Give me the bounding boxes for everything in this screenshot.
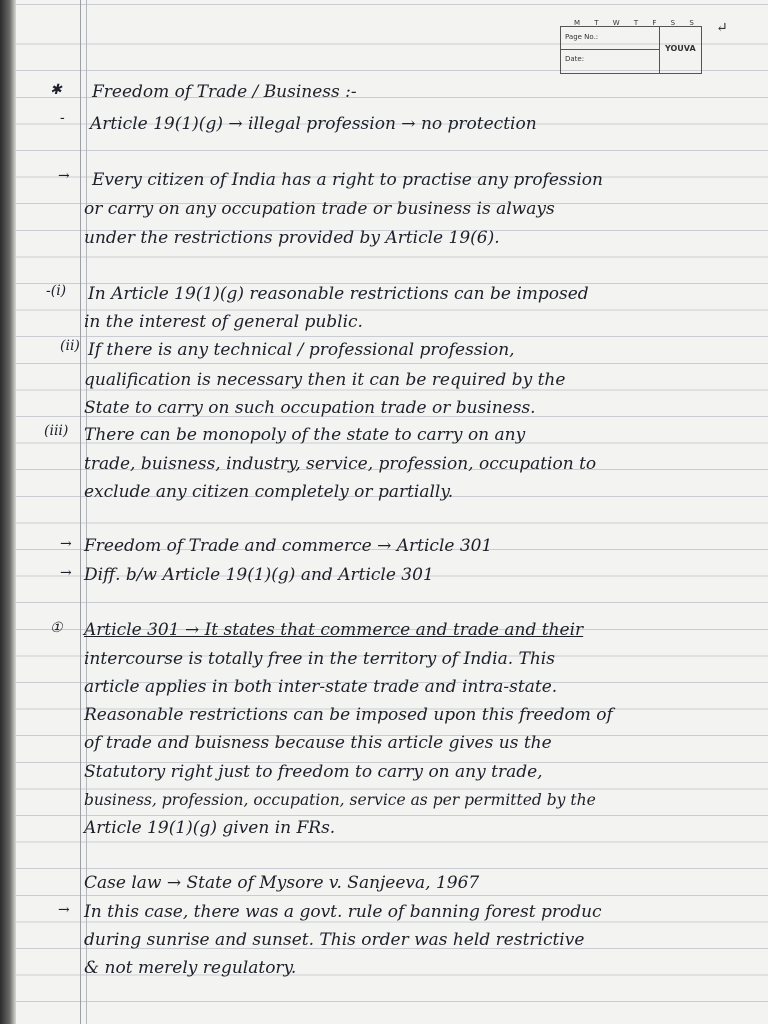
heading-freedom-of-trade: Freedom of Trade / Business :- (92, 82, 357, 102)
note-line: during sunrise and sunset. This order was held restrictive (84, 930, 585, 950)
note-line: exclude any citizen completely or partially. (84, 482, 454, 502)
note-line: Freedom of Trade and commerce → Article 301 (84, 536, 493, 556)
margin-line-secondary (86, 0, 87, 1024)
note-line: Diff. b/w Article 19(1)(g) and Article 301 (84, 565, 434, 585)
note-line: State to carry on such occupation trade or business. (84, 398, 536, 418)
date-label: Date: (565, 55, 585, 63)
note-line: In Article 19(1)(g) reasonable restrictions can be imposed (88, 284, 589, 304)
note-line: Statutory right just to freedom to carry on any trade, (84, 762, 543, 782)
note-line: under the restrictions provided by Article 19(6). (84, 228, 500, 248)
brand-logo: YOUVA (665, 44, 696, 53)
note-line: of trade and buisness because this article gives us the (84, 733, 552, 753)
circled-number-bullet: ① (50, 620, 63, 636)
note-line: Article 19(1)(g) → illegal profession → no protection (90, 114, 537, 134)
note-line: article applies in both inter-state trade and intra-state. (84, 677, 558, 697)
margin-line (80, 0, 81, 1024)
note-line: If there is any technical / professional profession, (88, 340, 515, 360)
note-line: There can be monopoly of the state to carry on any (84, 425, 526, 445)
note-line: & not merely regulatory. (84, 958, 297, 978)
note-line-case-law: Case law → State of Mysore v. Sanjeeva, 1967 (84, 873, 480, 893)
note-line-article-301: Article 301 → It states that commerce and trade and their (84, 620, 584, 640)
page-header-box (560, 26, 702, 74)
roman-iii-bullet: (iii) (44, 423, 69, 439)
roman-i-bullet: -(i) (46, 283, 67, 299)
note-line: qualification is necessary then it can be required by the (84, 370, 566, 390)
note-line: or carry on any occupation trade or business is always (84, 199, 555, 219)
note-line: trade, buisness, industry, service, profession, occupation to (84, 454, 597, 474)
page-no-label: Page No.: (565, 33, 599, 41)
note-line: Every citizen of India has a right to practise any profession (92, 170, 603, 190)
arrow-bullet: → (58, 902, 70, 918)
weekday-letters: M T W T F S S (574, 19, 700, 27)
arrow-bullet: → (60, 565, 72, 581)
star-bullet: ✱ (50, 82, 62, 98)
note-line: Article 19(1)(g) given in FRs. (84, 818, 336, 838)
arrow-bullet: → (58, 168, 70, 184)
note-line: intercourse is totally free in the territory of India. This (84, 649, 555, 669)
note-line: In this case, there was a govt. rule of banning forest produc (84, 902, 602, 922)
roman-ii-bullet: (ii) (60, 338, 80, 354)
note-line: business, profession, occupation, service as per permitted by the (84, 791, 596, 809)
note-line: Reasonable restrictions can be imposed upon this freedom of (84, 705, 613, 725)
corner-pen-mark: ↵ (716, 20, 728, 36)
dash-bullet: - (60, 110, 65, 126)
note-line: in the interest of general public. (84, 312, 363, 332)
notebook-binding (0, 0, 16, 1024)
arrow-bullet: → (60, 536, 72, 552)
